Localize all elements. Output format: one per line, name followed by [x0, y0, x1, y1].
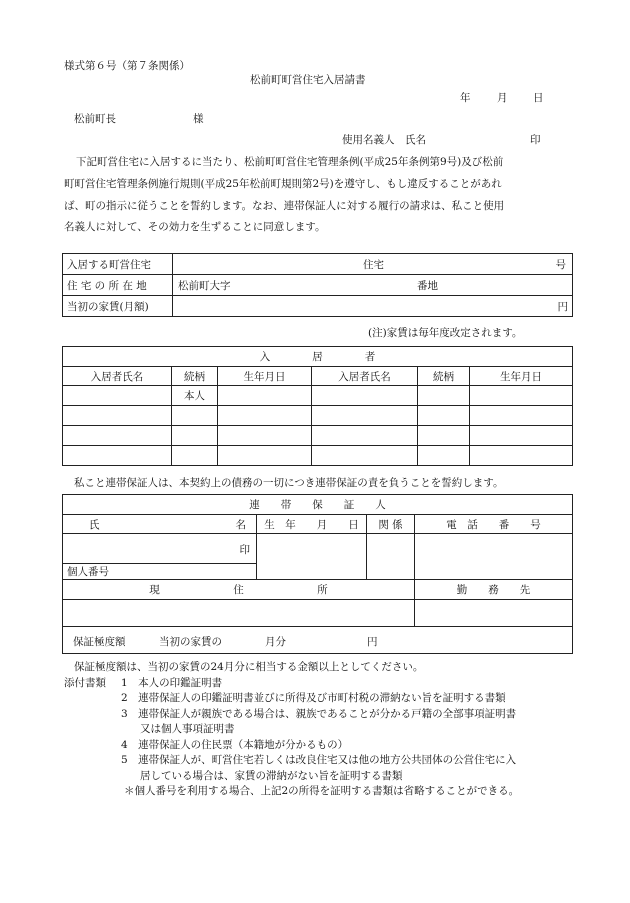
notes	[64, 660, 519, 800]
guarantor-name-cell[interactable]	[63, 534, 257, 580]
resident-birth-cell[interactable]	[470, 386, 573, 406]
mynumber-note: ＊個人番号を利用する場合、上記2の所得を証明する書類は省略することができる。	[124, 785, 520, 797]
form-number: 様式第６号（第７条関係）	[64, 60, 190, 72]
resident-birth-cell[interactable]	[218, 406, 312, 426]
guarantor-relation-header: 関 係	[367, 515, 415, 534]
resident-birth-header: 生年月日	[470, 367, 573, 386]
signer-label: 使用名義人 氏名	[342, 134, 426, 146]
residents-table	[62, 346, 573, 466]
resident-birth-cell[interactable]	[218, 426, 312, 446]
resident-name-header: 入居者氏名	[63, 367, 172, 386]
guarantee-limit-label: 保証極度額	[73, 636, 126, 648]
guarantor-pledge: 私こと連帯保証人は、本契約上の債務の一切につき連帯保証の責を負うことを誓約します。	[74, 477, 504, 489]
resident-birth-cell[interactable]	[218, 446, 312, 466]
guarantor-work-header: 勤 務 先	[415, 580, 573, 600]
resident-name-cell[interactable]	[312, 446, 418, 466]
attachment-item: 又は個人事項証明書	[140, 723, 235, 735]
guarantor-name-header-right: 名	[235, 519, 246, 531]
resident-birth-header: 生年月日	[218, 367, 312, 386]
guarantee-limit-row[interactable]	[63, 627, 573, 654]
resident-name-cell[interactable]	[312, 386, 418, 406]
resident-name-cell[interactable]	[312, 406, 418, 426]
housing-table	[62, 253, 573, 317]
resident-name-cell[interactable]	[63, 426, 172, 446]
resident-name-cell[interactable]	[63, 446, 172, 466]
limit-note: 保証極度額は、当初の家賃の24月分に相当する金額以上としてください。	[74, 661, 424, 673]
guarantor-title: 連 帯 保 証 人	[63, 495, 573, 515]
guarantor-table	[62, 494, 573, 654]
resident-relation-cell[interactable]	[172, 406, 218, 426]
guarantor-work-cell[interactable]	[415, 600, 573, 627]
rent-label: 当初の家賃(月額)	[63, 296, 173, 317]
housing-field[interactable]	[173, 254, 573, 275]
attachment-item: 2 連帯保証人の印鑑証明書並びに所得及び市町村税の滞納ない旨を証明する書類	[121, 692, 506, 704]
residents-title: 入 居 者	[63, 347, 573, 367]
resident-relation-cell[interactable]	[418, 446, 470, 466]
pledge-line: 下記町営住宅に入居するに当たり、松前町町営住宅管理条例(平成25年条例第9号)及び松前	[76, 156, 504, 168]
resident-relation-cell[interactable]	[418, 386, 470, 406]
guarantor-seal: 印	[239, 544, 250, 556]
guarantor-address-cell[interactable]	[63, 600, 415, 627]
table-row	[63, 446, 573, 466]
rent-field[interactable]: 円	[173, 296, 573, 317]
pledge-line: ば、町の指示に従うことを誓約します。なお、連帯保証人に対する履行の請求は、私こと使用	[64, 199, 505, 212]
mynumber-row[interactable]	[63, 563, 256, 579]
resident-relation-cell[interactable]	[418, 406, 470, 426]
resident-birth-cell[interactable]	[218, 386, 312, 406]
guarantee-limit-yen: 円	[367, 636, 378, 648]
housing-number-label: 号	[555, 259, 566, 271]
table-row	[63, 426, 573, 446]
resident-name-cell[interactable]	[63, 386, 172, 406]
attachment-item: 3 連帯保証人が親族である場合は、親族であることが分かる戸籍の全部事項証明書	[121, 707, 517, 720]
attachments-row	[64, 676, 519, 692]
attachment-item: 5 連帯保証人が、町営住宅若しくは改良住宅又は他の地方公共団体の公営住宅に入	[121, 754, 517, 766]
pledge-line: 町町営住宅管理条例施行規則(平成25年松前町規則第2号)を遵守し、もし違反することがあれ	[64, 177, 502, 190]
pledge-line: 名義人に対して、その効力を生ずることに同意します。	[64, 221, 326, 234]
date-year: 年	[460, 92, 471, 104]
pledge-paragraph	[64, 152, 569, 239]
resident-relation-cell[interactable]	[418, 426, 470, 446]
resident-name-header: 入居者氏名	[312, 367, 418, 386]
resident-name-cell[interactable]	[63, 406, 172, 426]
table-row	[63, 386, 573, 406]
mynumber-label: 個人番号	[67, 566, 109, 578]
attachments-label: 添付書類	[64, 676, 106, 689]
guarantor-address-header: 現 住 所	[63, 580, 415, 600]
address-prefix: 松前町大字	[178, 280, 231, 292]
guarantor-phone-cell[interactable]	[415, 534, 573, 580]
resident-birth-cell[interactable]	[470, 446, 573, 466]
address-banchi: 番地	[417, 280, 438, 292]
addressee: 松前町長	[74, 113, 116, 125]
signer-seal: 印	[530, 134, 541, 146]
guarantor-phone-header: 電 話 番 号	[415, 515, 573, 534]
attachment-item: 1 本人の印鑑証明書	[121, 676, 223, 689]
resident-relation-header: 続柄	[172, 367, 218, 386]
guarantor-name-header	[63, 515, 257, 534]
table-row	[63, 406, 573, 426]
guarantor-birth-cell[interactable]	[257, 534, 367, 580]
resident-relation-cell[interactable]	[172, 426, 218, 446]
guarantee-limit-months: 月分	[265, 636, 286, 648]
date-day: 日	[533, 92, 544, 104]
guarantor-relation-cell[interactable]	[367, 534, 415, 580]
housing-label: 入居する町営住宅	[63, 254, 173, 275]
address-label: 住 宅 の 所 在 地	[63, 275, 173, 296]
resident-birth-cell[interactable]	[470, 406, 573, 426]
date-month: 月	[497, 92, 508, 104]
resident-relation-cell[interactable]	[172, 446, 218, 466]
resident-relation-header: 続柄	[418, 367, 470, 386]
resident-birth-cell[interactable]	[470, 426, 573, 446]
document-title: 松前町町営住宅入居請書	[250, 74, 366, 86]
attachment-item: 居している場合は、家賃の滞納がない旨を証明する書類	[140, 769, 403, 782]
addressee-honorific: 様	[193, 113, 204, 125]
rent-note: (注)家賃は毎年度改定されます。	[368, 327, 523, 339]
guarantor-name-header-left: 氏	[89, 519, 100, 531]
resident-relation-cell: 本人	[172, 386, 218, 406]
attachment-item: 4 連帯保証人の住民票（本籍地が分かるもの）	[121, 738, 349, 751]
housing-unit-label: 住宅	[363, 259, 384, 271]
resident-name-cell[interactable]	[312, 426, 418, 446]
guarantee-limit-rent: 当初の家賃の	[159, 636, 222, 648]
address-field[interactable]	[173, 275, 573, 296]
guarantor-birth-header: 生 年 月 日	[257, 515, 367, 534]
